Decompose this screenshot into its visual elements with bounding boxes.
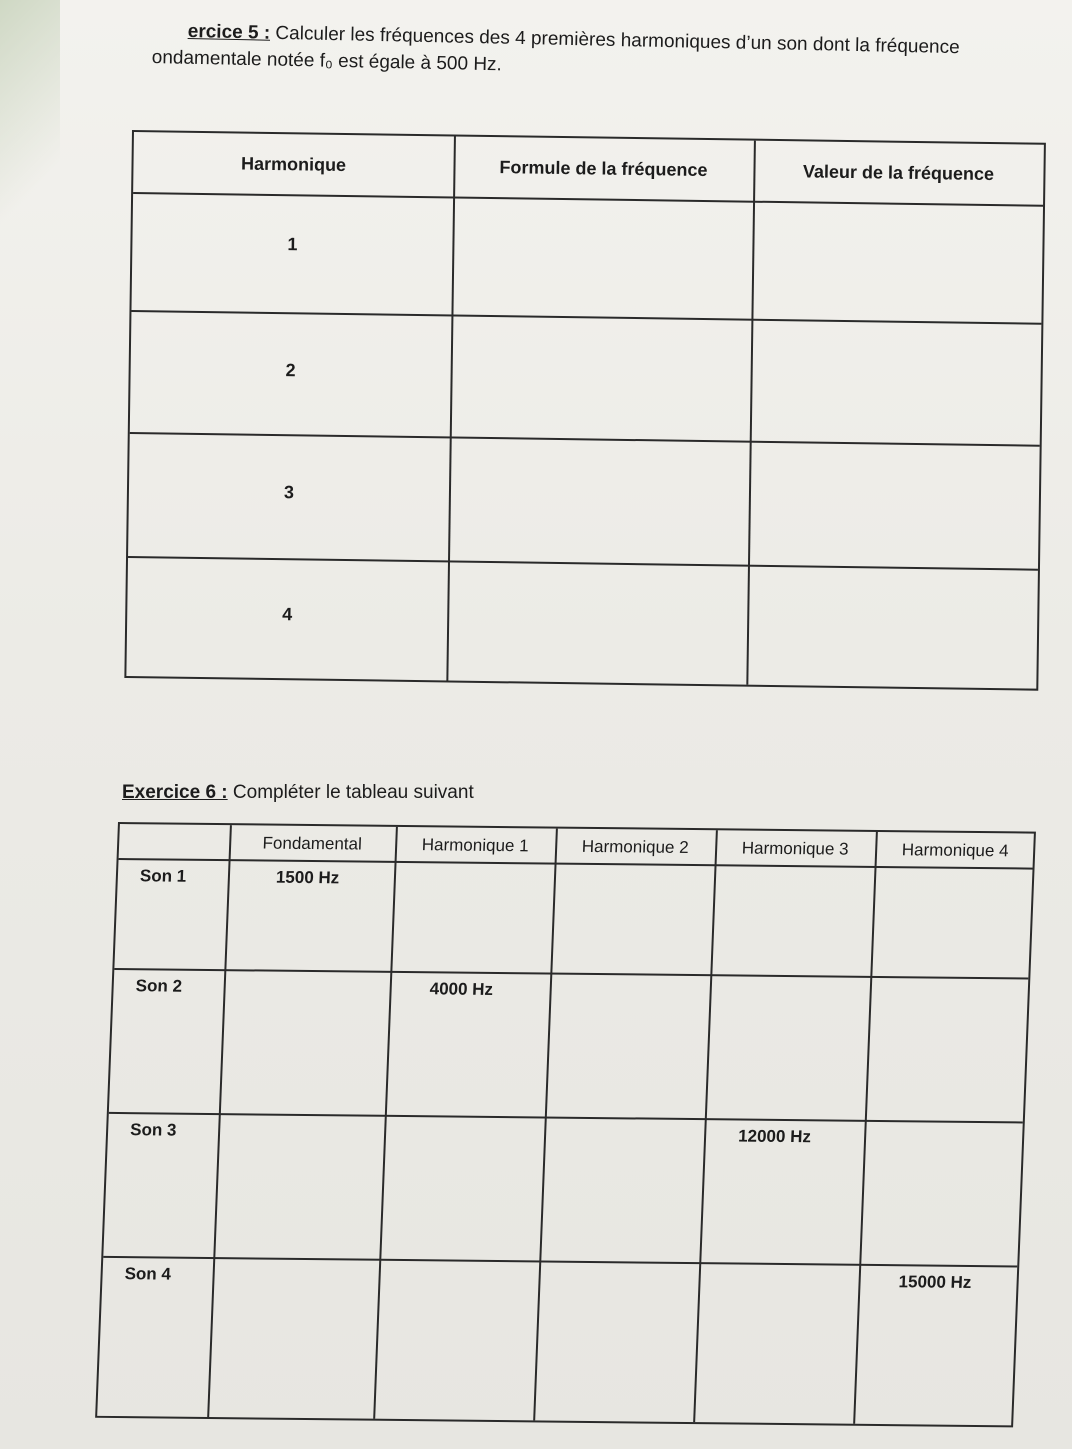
exercise-6-text: Compléter le tableau suivant	[227, 782, 474, 803]
header-harmonique-1: Harmonique 1	[421, 835, 529, 856]
header-harmonique: Harmonique	[240, 153, 347, 175]
table-row-son-3	[103, 1114, 1022, 1268]
table-row-son-1	[114, 860, 1032, 980]
son-label: Son 4	[124, 1264, 172, 1284]
page-corner-shadow	[0, 0, 60, 260]
header-harmonique-4: Harmonique 4	[901, 840, 1009, 861]
header-harmonique-3: Harmonique 3	[741, 838, 849, 859]
table-row-son-4	[97, 1258, 1017, 1428]
son-label: Son 3	[129, 1120, 177, 1140]
harmonique-number: 4	[282, 604, 293, 625]
header-harmonique-2: Harmonique 2	[581, 836, 689, 857]
exercise-5-label: ercice 5 :	[187, 20, 271, 44]
exercise-5-text-line1: Calculer les fréquences des 4 premières harmoniques d’un son dont la fréquence	[269, 22, 960, 59]
cell-value: 12000 Hz	[737, 1126, 812, 1147]
cell-value: 4000 Hz	[429, 979, 494, 999]
table-row	[126, 558, 1038, 689]
header-fondamental: Fondamental	[262, 833, 363, 854]
table-row	[131, 192, 1043, 325]
header-valeur: Valeur de la fréquence	[802, 160, 995, 184]
exercise-5-text-line2: ondamentale notée f₀ est égale à 500 Hz.	[151, 46, 503, 76]
cell-value: 15000 Hz	[898, 1272, 972, 1292]
cell-value: 1500 Hz	[275, 867, 340, 888]
exercise-6-label: Exercice 6 :	[122, 782, 228, 803]
son-label: Son 1	[139, 866, 187, 886]
sounds-table	[95, 822, 1036, 1427]
table-row	[130, 312, 1042, 447]
exercise-6-statement	[122, 781, 474, 805]
harmonique-number: 2	[285, 360, 296, 381]
header-formule: Formule de la fréquence	[499, 156, 708, 180]
harmonique-number: 3	[283, 482, 295, 503]
son-label: Son 2	[135, 976, 183, 996]
table-row-son-2	[109, 970, 1028, 1124]
harmonics-table	[124, 130, 1046, 691]
harmonique-number: 1	[287, 234, 298, 255]
table-row	[128, 434, 1040, 571]
exercise-5-statement-line2	[151, 46, 502, 77]
